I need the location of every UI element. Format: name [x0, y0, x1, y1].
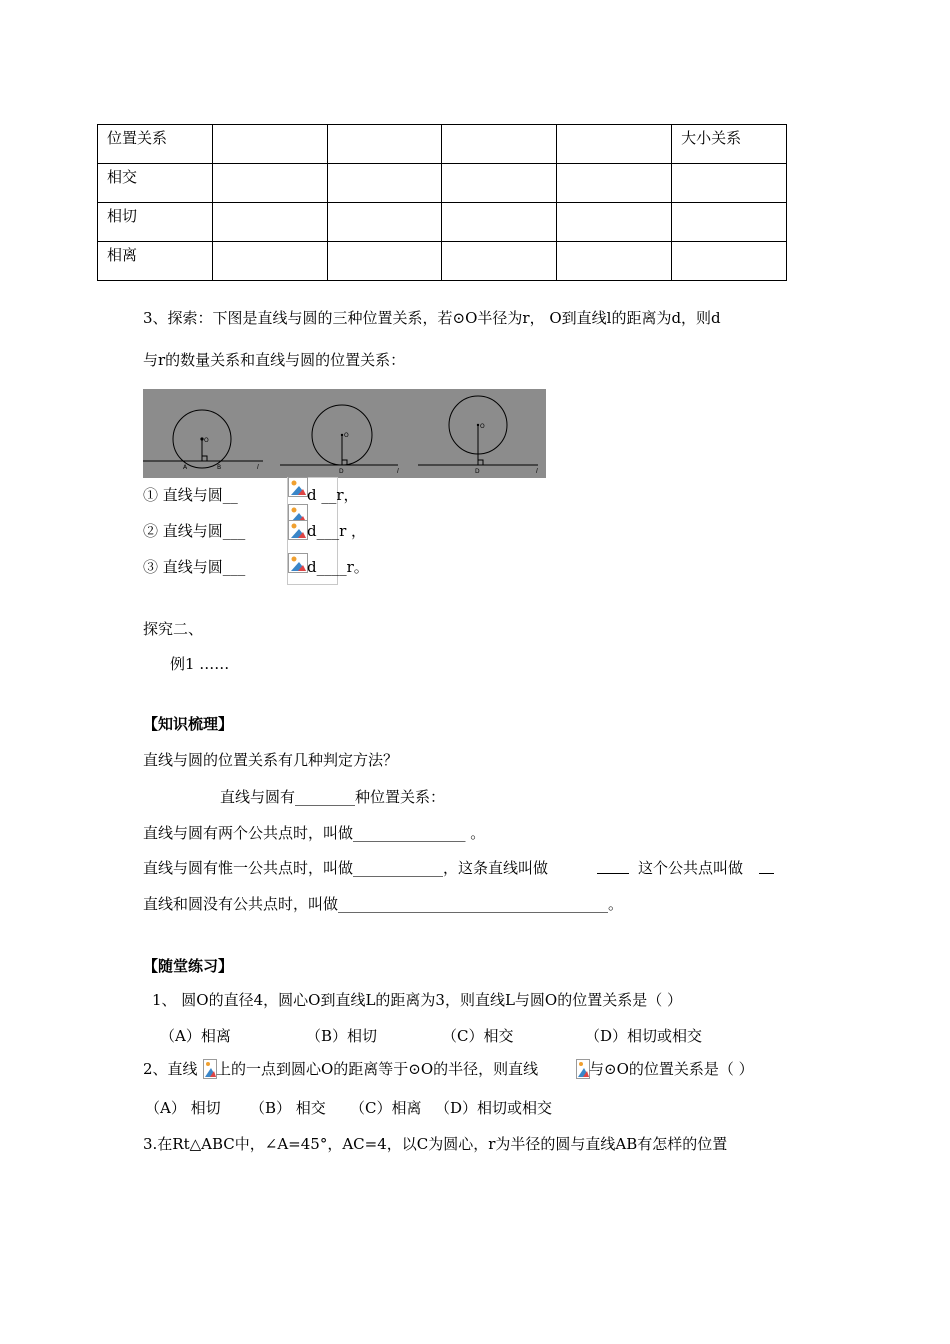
q1-option-d: （D）相切或相交	[585, 1027, 703, 1045]
relation-item-1-prefix: ① 直线与圆__	[143, 486, 238, 504]
table-cell	[557, 242, 672, 281]
broken-image-icon	[288, 477, 308, 497]
q2-option-d: （D）相切或相交	[435, 1099, 553, 1117]
practice-title: 【随堂练习】	[143, 957, 234, 975]
table-cell	[557, 164, 672, 203]
center-dot-3	[477, 424, 479, 426]
table-cell	[327, 125, 442, 164]
table-cell	[327, 164, 442, 203]
practice-q2-part-b: 上的一点到圆心O的距离等于⊙O的半径，则直线	[216, 1060, 539, 1078]
practice-q1: 1、 圆O的直径4，圆心O到直线L的距离为3，则直线L与圆O的位置关系是（ ）	[152, 991, 682, 1009]
table-row	[98, 203, 787, 242]
center-dot-2	[341, 434, 343, 436]
label-l-1: l	[257, 464, 259, 471]
knowledge-tangent-b: 这个公共点叫做	[638, 859, 744, 877]
table-cell	[212, 242, 327, 281]
label-o-1: O	[204, 437, 209, 444]
knowledge-intersect: 直线与圆有两个公共点时，叫做_______________ 。	[143, 824, 486, 842]
practice-q2-part-c: 与⊙O的位置关系是（ ）	[589, 1060, 754, 1078]
relation-item-3-prefix: ③ 直线与圆___	[143, 558, 246, 576]
knowledge-types: 直线与圆有________种位置关系：	[220, 788, 446, 806]
table-cell	[212, 203, 327, 242]
table-cell: 相切	[98, 203, 213, 242]
table-cell: 大小关系	[672, 125, 787, 164]
table-cell	[327, 203, 442, 242]
table-row	[98, 242, 787, 281]
blank-underline	[759, 858, 774, 874]
blank-underline	[597, 858, 629, 874]
q1-option-b: （B）相切	[306, 1027, 378, 1045]
broken-image-icon	[203, 1059, 217, 1079]
label-a: A	[183, 464, 188, 471]
knowledge-question: 直线与圆的位置关系有几种判定方法？	[143, 751, 399, 769]
table-cell	[442, 242, 557, 281]
label-l-2: l	[397, 468, 399, 475]
broken-image-icon	[576, 1059, 590, 1079]
table-header-row	[98, 125, 787, 164]
table-cell: 相离	[98, 242, 213, 281]
knowledge-tangent-a: 直线与圆有惟一公共点时，叫做____________，这条直线叫做	[143, 859, 549, 877]
table-cell	[672, 203, 787, 242]
knowledge-separate: 直线和圆没有公共点时，叫做____________________________________。	[143, 895, 624, 913]
q1-option-a: （A）相离	[160, 1027, 231, 1045]
explore-3-line-1: 3、探索：下图是直线与圆的三种位置关系，若⊙O半径为r， O到直线l的距离为d，则d	[143, 309, 721, 327]
q2-option-c: （C）相离	[350, 1099, 422, 1117]
broken-image-icon	[288, 553, 308, 573]
table-cell	[442, 125, 557, 164]
position-relation-table	[97, 124, 787, 281]
table-cell	[327, 242, 442, 281]
table-cell	[557, 125, 672, 164]
explore-3-line-2: 与r的数量关系和直线与圆的位置关系：	[143, 351, 406, 369]
label-b: B	[217, 464, 222, 471]
label-d-3: D	[475, 468, 480, 475]
practice-q3: 3.在Rt△ABC中，∠A=45°，AC=4，以C为圆心，r为半径的圆与直线AB有怎样的位置	[143, 1135, 728, 1153]
table-cell	[442, 164, 557, 203]
example-1: 例1 ……	[170, 655, 230, 673]
inquiry-2-title: 探究二、	[143, 620, 204, 638]
label-o-2: O	[344, 432, 349, 439]
label-l-3: l	[536, 468, 538, 475]
table-cell	[212, 164, 327, 203]
table-cell	[672, 164, 787, 203]
label-d-2: D	[339, 468, 344, 475]
right-angle-3	[478, 460, 483, 465]
broken-image-icon	[288, 520, 308, 540]
table-cell	[672, 242, 787, 281]
table-cell: 位置关系	[98, 125, 213, 164]
table-row	[98, 164, 787, 203]
relation-item-1-suffix: d __r，	[307, 486, 359, 504]
q2-option-a: （A） 相切	[145, 1099, 221, 1117]
relation-item-2-prefix: ② 直线与圆___	[143, 522, 246, 540]
q1-option-c: （C）相交	[442, 1027, 514, 1045]
table-cell	[557, 203, 672, 242]
circle-line-figure	[143, 389, 546, 478]
table-cell: 相交	[98, 164, 213, 203]
table-cell	[442, 203, 557, 242]
label-o-3: O	[480, 423, 485, 430]
relation-item-2-suffix: d___r ，	[307, 522, 367, 540]
table-cell	[212, 125, 327, 164]
practice-q2-part-a: 2、直线	[143, 1060, 198, 1078]
relation-item-3-suffix: d____r。	[307, 558, 369, 576]
right-angle-1	[202, 456, 207, 461]
knowledge-title: 【知识梳理】	[143, 715, 234, 733]
circle-line-diagram	[143, 389, 546, 478]
q2-option-b: （B） 相交	[250, 1099, 326, 1117]
